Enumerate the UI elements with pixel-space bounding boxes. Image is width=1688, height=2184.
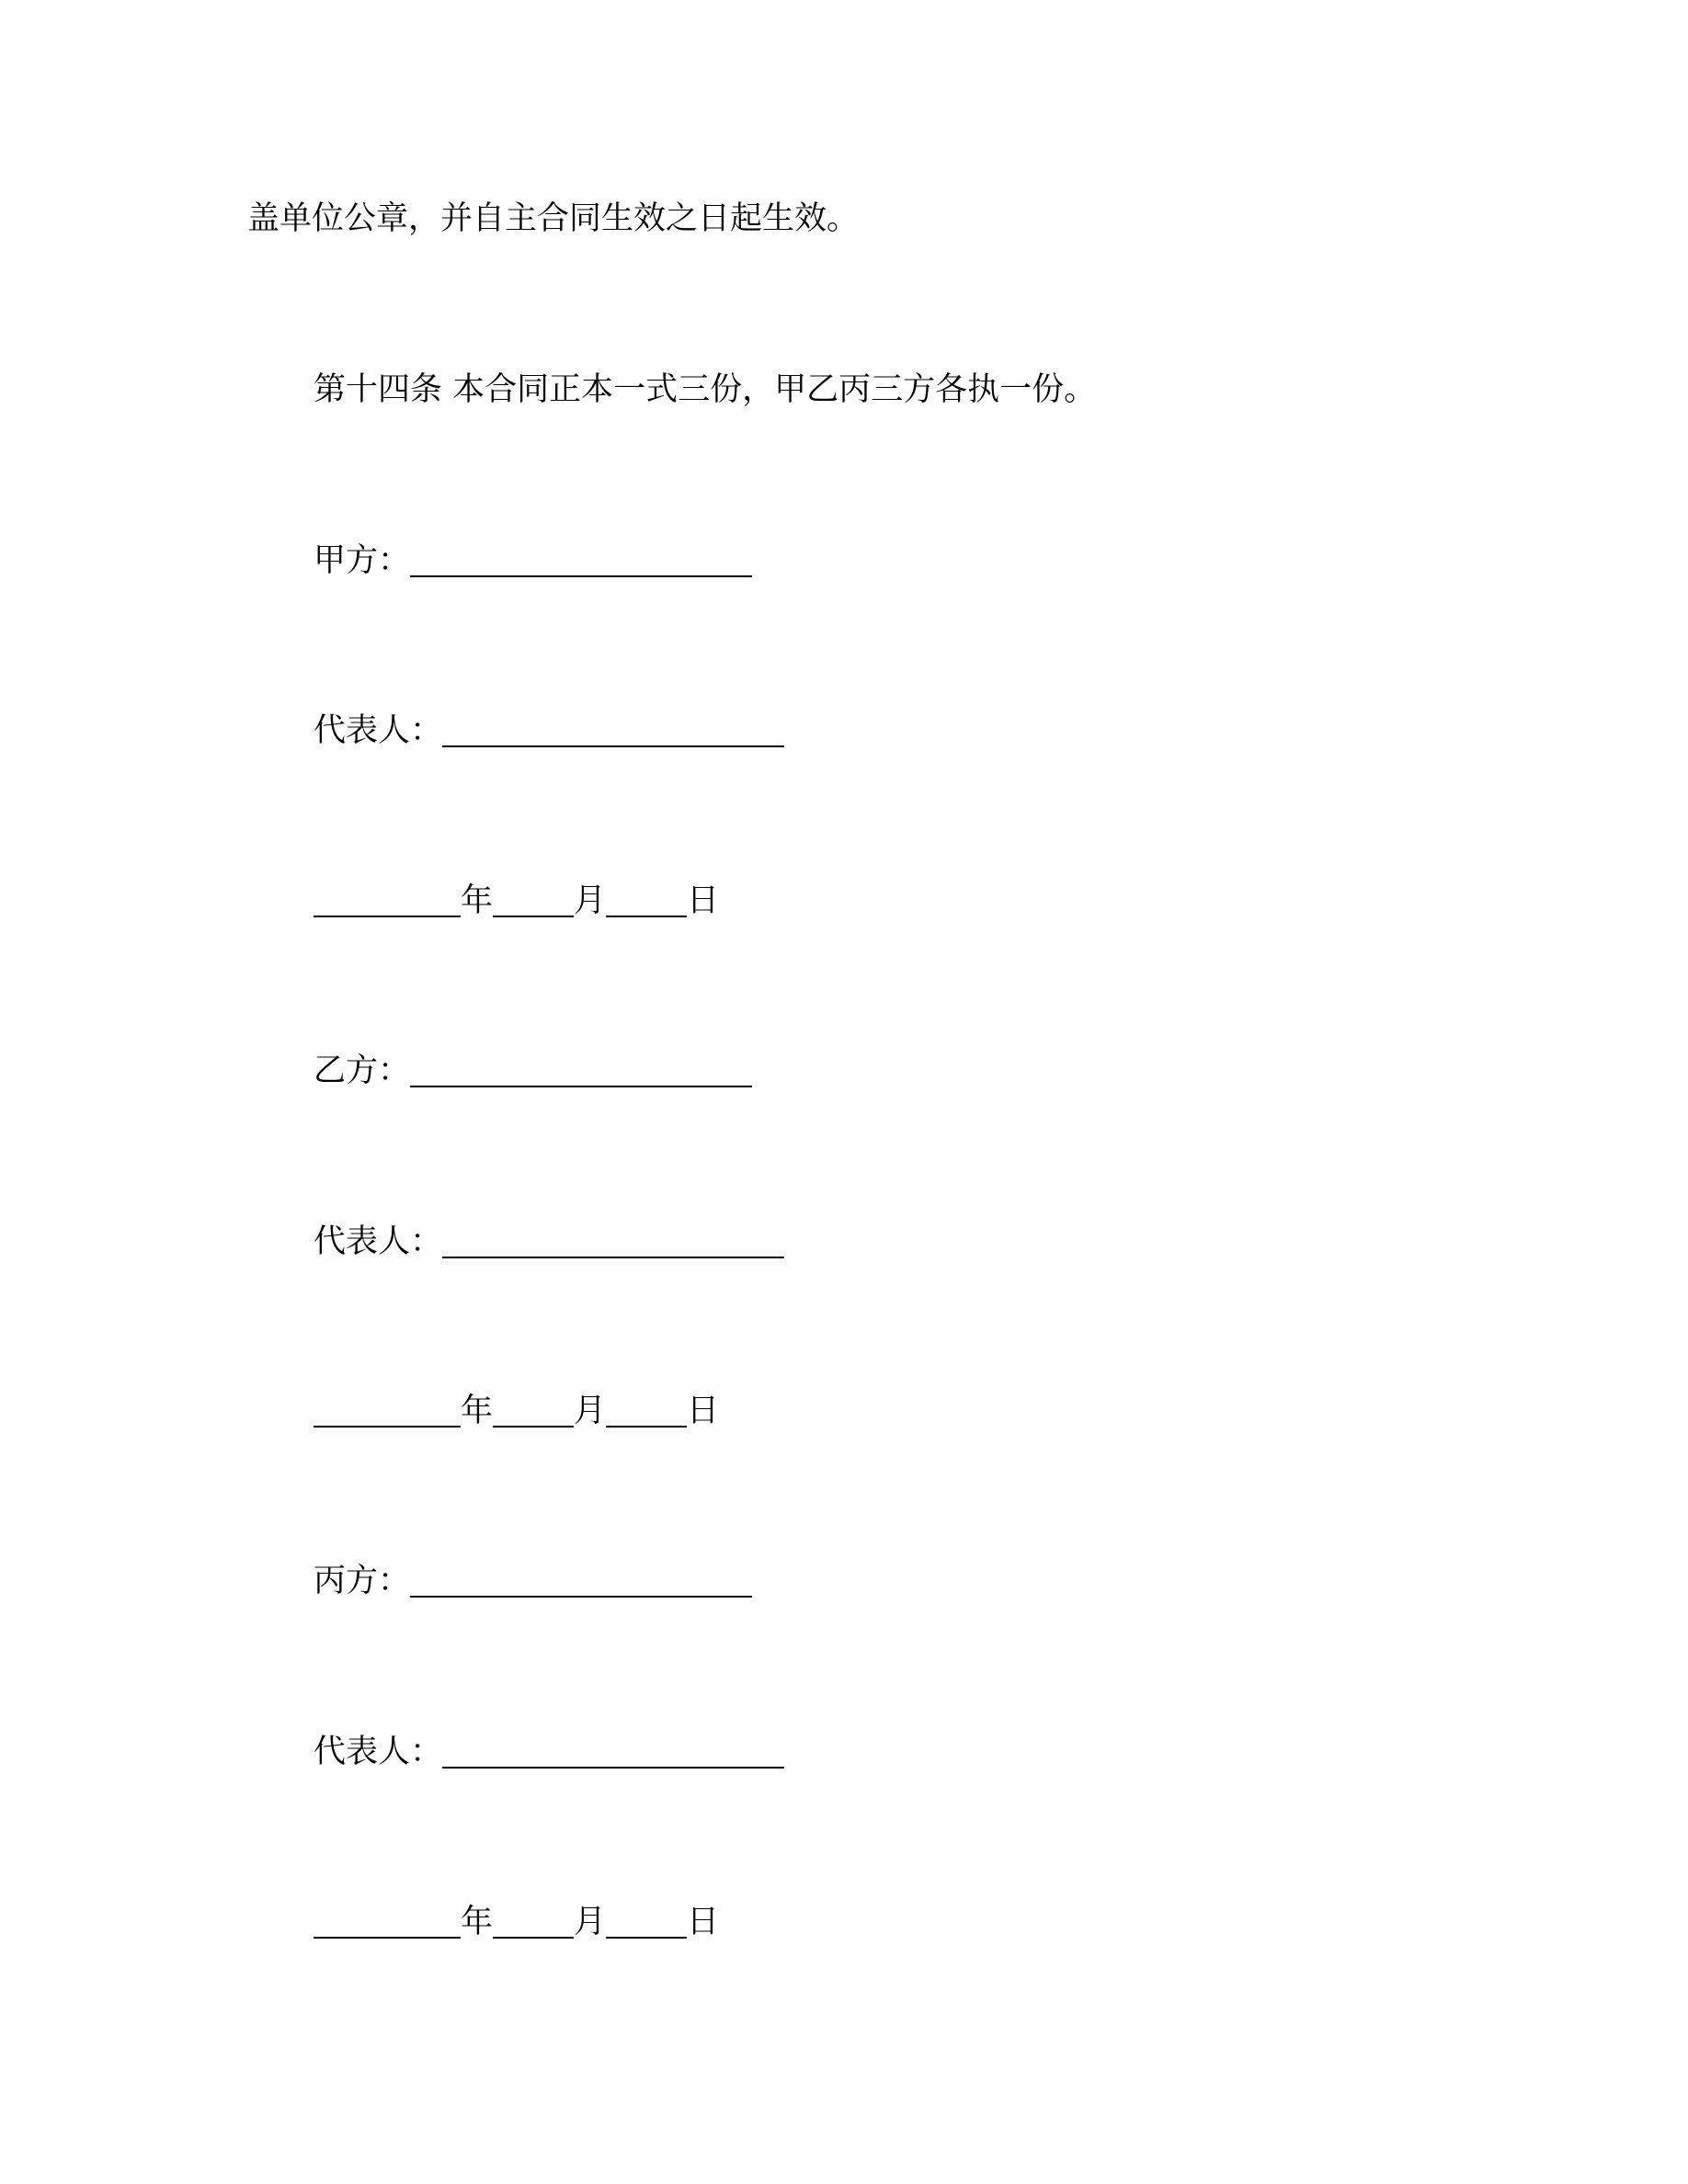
party-b-month-label: 月: [574, 1393, 607, 1429]
party-c-date-line: [314, 1904, 719, 1940]
article-14-text: 第十四条 本合同正本一式三份，甲乙丙三方各执一份。: [314, 371, 1097, 408]
party-a-year-blank[interactable]: [314, 888, 461, 917]
party-a-month-label: 月: [574, 882, 607, 919]
party-c-line: [314, 1563, 752, 1599]
party-c-label: 丙方：: [314, 1563, 411, 1599]
party-b-day-label: 日: [687, 1393, 720, 1429]
party-b-rep-blank[interactable]: [442, 1229, 784, 1258]
party-a-rep-blank[interactable]: [442, 718, 784, 747]
party-c-day-label: 日: [687, 1904, 720, 1940]
party-b-label: 乙方：: [314, 1052, 411, 1089]
continuation-paragraph: [247, 200, 859, 237]
party-b-line: [314, 1052, 752, 1089]
party-b-month-blank[interactable]: [493, 1398, 574, 1428]
party-c-month-blank[interactable]: [493, 1909, 574, 1939]
party-a-rep-label: 代表人：: [314, 712, 443, 749]
party-b-date-line: [314, 1393, 719, 1429]
continuation-text: 盖单位公章，并自主合同生效之日起生效。: [247, 200, 860, 237]
party-a-rep-line: [314, 712, 784, 749]
party-c-rep-label: 代表人：: [314, 1734, 443, 1770]
party-a-label: 甲方：: [314, 542, 411, 579]
party-b-year-blank[interactable]: [314, 1398, 461, 1428]
party-b-rep-line: [314, 1223, 784, 1260]
party-a-blank[interactable]: [410, 548, 752, 577]
party-c-day-blank[interactable]: [606, 1909, 687, 1939]
party-c-rep-line: [314, 1734, 784, 1770]
party-a-day-label: 日: [687, 882, 720, 919]
party-b-year-label: 年: [461, 1393, 494, 1429]
party-b-rep-label: 代表人：: [314, 1223, 443, 1260]
party-a-day-blank[interactable]: [606, 888, 687, 917]
party-c-year-label: 年: [461, 1904, 494, 1940]
article-14-paragraph: [314, 371, 1096, 408]
party-c-blank[interactable]: [410, 1568, 752, 1598]
party-a-line: [314, 542, 752, 579]
party-a-date-line: [314, 882, 719, 919]
party-a-month-blank[interactable]: [493, 888, 574, 917]
party-b-day-blank[interactable]: [606, 1398, 687, 1428]
party-c-month-label: 月: [574, 1904, 607, 1940]
party-a-year-label: 年: [461, 882, 494, 919]
party-b-blank[interactable]: [410, 1058, 752, 1087]
party-c-rep-blank[interactable]: [442, 1739, 784, 1769]
party-c-year-blank[interactable]: [314, 1909, 461, 1939]
